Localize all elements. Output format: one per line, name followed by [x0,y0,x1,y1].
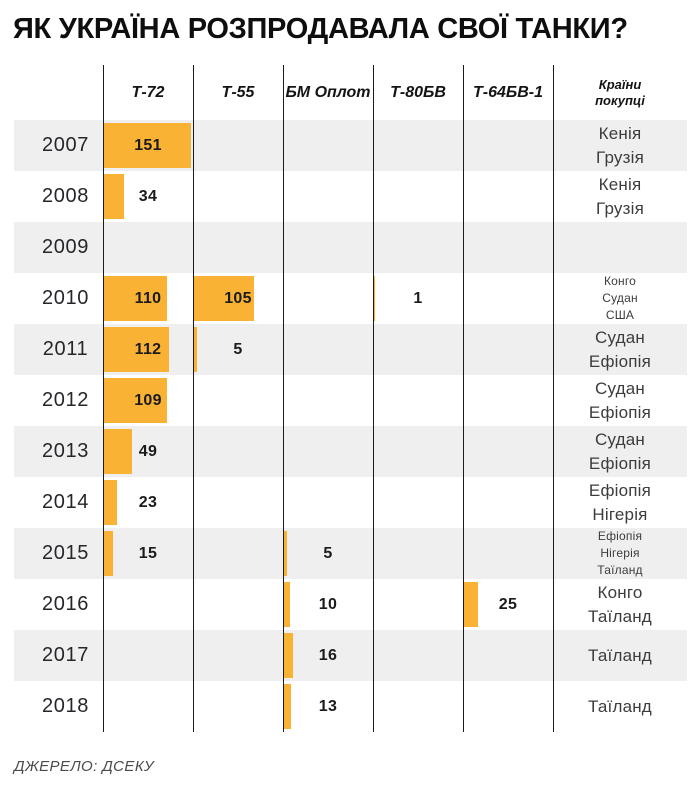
sales-value: 49 [138,442,158,460]
column-divider [463,65,464,732]
table-row [14,630,687,681]
tank-cell [103,273,193,324]
column-header-4: Т-80БВ [390,83,446,101]
year-label: 2014 [42,491,89,513]
tank-cell [193,579,283,630]
tank-cell [283,681,373,732]
tank-cell [373,324,463,375]
table-row [14,579,687,630]
buyer-country: Ефіопія [588,453,652,473]
sales-value: 5 [233,340,243,358]
buyer-countries [553,426,687,477]
tank-cell [463,324,553,375]
sales-value: 109 [134,391,162,409]
year-label: 2015 [42,542,89,564]
buyer-country: США [605,308,635,322]
buyer-country: Грузія [596,198,644,218]
buyer-country: Судан [595,378,645,398]
column-divider [373,65,374,732]
buyer-country: Судан [595,429,645,449]
table-body [14,120,687,732]
tank-cell [193,273,283,324]
buyer-country: Кенія [598,123,642,143]
tank-cell [283,171,373,222]
year-label: 2011 [42,338,89,360]
sales-table [14,65,687,732]
tank-cell [193,426,283,477]
buyer-country: Судан [602,291,638,305]
sales-value: 23 [138,493,158,511]
tank-cell [103,222,193,273]
sales-value: 25 [498,595,518,613]
buyer-country: Грузія [596,147,644,167]
tank-cell [103,528,193,579]
sales-value: 112 [134,340,162,358]
tank-cell [103,681,193,732]
tank-cell [283,528,373,579]
year-label: 2010 [42,287,89,309]
column-header-3: БМ Оплот [285,83,371,101]
table-row [14,171,687,222]
table-row [14,120,687,171]
sales-value: 15 [138,544,158,562]
countries-header-line: Країни [598,76,642,92]
tank-cell [193,681,283,732]
buyer-countries [553,375,687,426]
tank-cell [463,477,553,528]
tank-cell [373,222,463,273]
tank-cell [373,120,463,171]
year-label: 2017 [42,644,89,666]
tank-cell [193,528,283,579]
column-divider [553,65,554,732]
buyer-country: Ефіопія [597,529,643,543]
sales-value: 10 [318,595,338,613]
tank-cell [103,120,193,171]
tank-cell [463,120,553,171]
table-row [14,222,687,273]
buyer-countries [553,222,687,273]
table-row [14,477,687,528]
tank-cell [373,171,463,222]
table-row [14,528,687,579]
buyer-country: Конго [597,582,643,602]
tank-cell [103,375,193,426]
tank-cell [103,477,193,528]
tank-cell [283,579,373,630]
table-row [14,426,687,477]
buyer-countries [553,579,687,630]
table-row [14,273,687,324]
tank-cell [193,120,283,171]
buyer-country: Ефіопія [588,480,652,500]
table-row [14,375,687,426]
tank-cell [463,630,553,681]
tank-cell [373,630,463,681]
tank-cell [283,120,373,171]
buyer-country: Таїланд [597,563,643,577]
tank-cell [283,324,373,375]
buyer-countries [553,324,687,375]
tank-cell [103,630,193,681]
sales-value: 105 [224,289,252,307]
tank-cell [373,426,463,477]
buyer-country: Кенія [598,174,642,194]
tank-cell [463,528,553,579]
column-divider [283,65,284,732]
tank-cell [193,222,283,273]
year-label: 2016 [42,593,89,615]
column-header-1: Т-72 [131,83,165,101]
sales-value: 16 [318,646,338,664]
tank-cell [373,273,463,324]
tank-cell [283,222,373,273]
tank-cell [463,375,553,426]
buyer-country: Таїланд [588,645,652,665]
buyer-country: Нігерія [592,504,648,524]
year-label: 2008 [42,185,89,207]
tank-cell [103,324,193,375]
buyer-country: Конго [603,274,637,288]
tank-cell [193,630,283,681]
tank-cell [283,273,373,324]
tank-cell [283,477,373,528]
tank-cell [463,222,553,273]
year-label: 2012 [42,389,89,411]
tank-cell [373,579,463,630]
year-label: 2007 [42,134,89,156]
year-label: 2009 [42,236,89,258]
buyer-countries [553,528,687,579]
header-year-spacer [14,65,103,120]
column-header-5: Т-64БВ-1 [472,83,543,101]
tank-cell [463,426,553,477]
buyer-countries [553,630,687,681]
buyer-countries [553,681,687,732]
tank-cell [103,171,193,222]
tank-cell [193,171,283,222]
table-header [14,65,687,120]
tank-cell [193,375,283,426]
buyer-country: Таїланд [588,606,652,626]
buyer-country: Ефіопія [588,351,652,371]
tank-cell [463,681,553,732]
page-title: ЯК УКРАЇНА РОЗПРОДАВАЛА СВОЇ ТАНКИ? [13,13,628,45]
year-label: 2018 [42,695,89,717]
column-header-2: Т-55 [221,83,255,101]
buyer-country: Таїланд [588,696,652,716]
sales-value: 13 [318,697,338,715]
column-header-countries [553,65,687,120]
sales-value: 5 [323,544,333,562]
tank-cell [103,426,193,477]
tank-cell [373,528,463,579]
tank-cell [283,630,373,681]
buyer-countries [553,477,687,528]
column-divider [103,65,104,732]
tank-cell [283,375,373,426]
buyer-country: Судан [595,327,645,347]
source-note: ДЖЕРЕЛО: ДСЕКУ [14,758,155,775]
tank-cell [283,426,373,477]
column-divider [193,65,194,732]
table-row [14,324,687,375]
tank-cell [373,477,463,528]
countries-header-line: покупці [595,92,645,108]
sales-value: 110 [134,289,162,307]
sales-value: 1 [413,289,423,307]
buyer-countries [553,171,687,222]
sales-value: 34 [138,187,158,205]
tank-cell [193,477,283,528]
tank-cell [463,579,553,630]
tank-cell [373,375,463,426]
buyer-country: Нігерія [600,546,640,560]
buyer-country: Ефіопія [588,402,652,422]
tank-cell [463,273,553,324]
tank-cell [463,171,553,222]
table-row [14,681,687,732]
year-label: 2013 [42,440,89,462]
sales-value: 151 [134,136,162,154]
buyer-countries [553,120,687,171]
buyer-countries [553,273,687,324]
tank-cell [103,579,193,630]
tank-cell [193,324,283,375]
tank-cell [373,681,463,732]
